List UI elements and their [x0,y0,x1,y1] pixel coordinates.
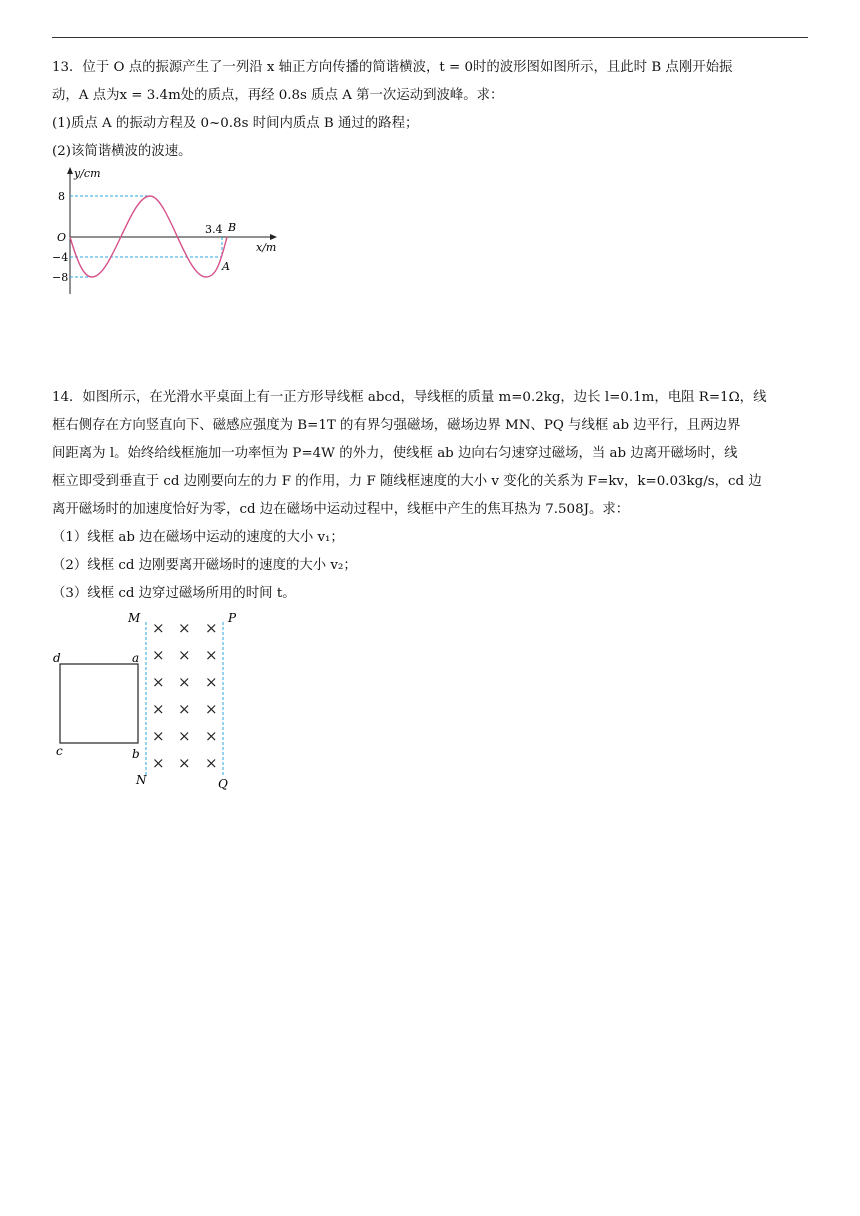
label-b: b [132,747,140,761]
field-cross-icon: × [178,700,191,718]
label-m: M [128,611,141,625]
q14-line-2: 框右侧存在方向竖直向下、磁感应强度为 B=1T 的有界匀强磁场，磁场边界 MN、PQ 与线框 ab 边平行，且两边界 [52,418,741,433]
label-n: N [136,773,147,787]
q14-line-5: 离开磁场时的加速度恰好为零，cd 边在磁场中运动过程中，线框中产生的焦耳热为 7.508J。求： [52,502,630,517]
label-p: P [228,611,237,625]
q14-line-1: 14．如图所示，在光滑水平桌面上有一正方形导线框 abcd，导线框的质量 m=0.2kg，边长 l=0.1m，电阻 R=1Ω，线 [52,390,767,405]
q14-sub-3: （3）线框 cd 边穿过磁场所用的时间 t。 [52,586,296,601]
field-crosses [152,619,218,772]
label-c: c [56,744,63,758]
field-cross-icon: × [205,727,218,745]
top-rule [52,37,808,38]
field-cross-icon: × [178,619,191,637]
field-cross-icon: × [205,646,218,664]
field-cross-icon: × [152,754,165,772]
q13-sub-2: (2)该简谐横波的波速。 [52,144,192,159]
field-cross-icon: × [178,727,191,745]
wave-graph [50,164,290,304]
q13-line-1: 13．位于 O 点的振源产生了一列沿 x 轴正方向传播的简谐横波，t = 0时的波形图如图所示，且此时 B 点刚开始振 [52,60,733,75]
q14-line-3: 间距离为 l。始终给线框施加一功率恒为 P=4W 的外力，使线框 ab 边向右匀速穿过磁场，当 ab 边离开磁场时，线 [52,446,738,461]
origin-label: O [57,231,67,244]
label-q: Q [218,777,228,791]
field-cross-icon: × [205,619,218,637]
field-cross-icon: × [205,700,218,718]
field-cross-icon: × [152,727,165,745]
field-cross-icon: × [152,673,165,691]
y-axis-arrow [67,167,73,174]
square-coil [60,664,138,743]
field-cross-icon: × [152,646,165,664]
question-14 [52,384,808,608]
q14-sub-2: （2）线框 cd 边刚要离开磁场时的速度的大小 v₂； [52,558,357,573]
point-b-label: B [228,221,237,234]
q13-sub-1: (1)质点 A 的振动方程及 0~0.8s 时间内质点 B 通过的路程； [52,116,419,131]
magnetic-field-diagram [50,608,250,793]
field-cross-icon: × [178,646,191,664]
x-tick-3-4: 3.4 [205,223,223,236]
y-tick-minus-8: −8 [52,271,69,284]
y-axis-label: y/cm [74,167,101,180]
x-axis-arrow [270,234,277,240]
field-cross-icon: × [152,619,165,637]
question-13 [52,54,808,166]
q13-line-2: 动，A 点为x = 3.4m处的质点，再经 0.8s 质点 A 第一次运动到波峰。求： [52,88,504,103]
q14-sub-1: （1）线框 ab 边在磁场中运动的速度的大小 v₁； [52,530,344,545]
field-cross-icon: × [178,754,191,772]
label-a: a [132,651,140,665]
label-d: d [53,651,61,665]
q14-line-4: 框立即受到垂直于 cd 边刚要向左的力 F 的作用，力 F 随线框速度的大小 v 变化的关系为 F=kv，k=0.03kg/s，cd 边 [52,474,762,489]
field-cross-icon: × [205,754,218,772]
y-tick-minus-4: −4 [52,251,69,264]
point-a-label: A [222,260,230,273]
x-axis-label: x/m [256,241,277,254]
y-tick-8: 8 [58,190,65,203]
field-cross-icon: × [152,700,165,718]
field-cross-icon: × [205,673,218,691]
field-cross-icon: × [178,673,191,691]
